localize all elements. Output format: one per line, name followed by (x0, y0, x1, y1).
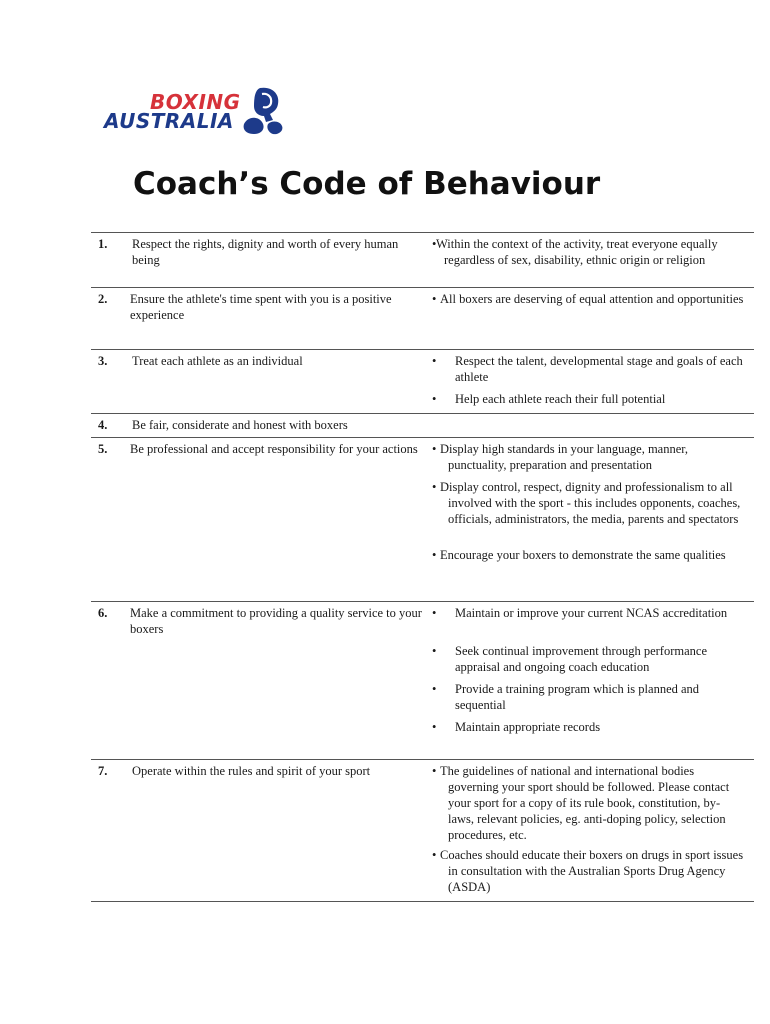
table-bottom-rule (91, 901, 754, 902)
row-number: 4. (98, 418, 108, 432)
bullet-text: Maintain appropriate records (455, 720, 601, 734)
bullet-dot: • (432, 392, 437, 406)
bullet-text: Coaches should educate their boxers on drugs in sport issues in consultation with the Australian Sports Drug Agency (ASDA) (440, 848, 744, 894)
principle-text: Make a commitment to providing a quality service to your boxers (130, 606, 422, 636)
bullet-text: Within the context of the activity, treat everyone equally regardless of sex, disability, ethnic origin or religion (436, 237, 718, 267)
principle-text: Be professional and accept responsibility for your actions (130, 442, 418, 456)
bullet-text: Display high standards in your language, manner, punctuality, preparation and presentation (440, 442, 689, 472)
bullet-dot: • (432, 548, 437, 562)
bullet-text: Seek continual improvement through performance appraisal and ongoing coach education (455, 644, 708, 674)
bullet-text: Respect the talent, developmental stage and goals of each athlete (455, 354, 743, 384)
principle-text: Ensure the athlete's time spent with you is a positive experience (130, 292, 392, 322)
bullet-dot: • (432, 682, 437, 696)
bullet-text: Display control, respect, dignity and professionalism to all involved with the sport - this includes opponents, coaches, officials, administrators, the media, parents and spectators (440, 480, 741, 526)
bullet-text: Help each athlete reach their full potential (455, 392, 666, 406)
bullet-dot: • (432, 292, 437, 306)
bullet-dot: • (432, 764, 437, 778)
bullet-text: Provide a training program which is planned and sequential (455, 682, 700, 712)
bullet-dot: • (432, 720, 437, 734)
page-title: Coach’s Code of Behaviour (133, 166, 601, 202)
principle-text: Be fair, considerate and honest with boxers (132, 418, 348, 432)
bullet-dot: • (432, 644, 437, 658)
bullet-dot: • (432, 848, 437, 862)
row-number: 3. (98, 354, 108, 368)
bullet-dot: • (432, 480, 437, 494)
logo-word-boxing: BOXING (150, 90, 241, 114)
row-divider (91, 232, 754, 233)
row-number: 6. (98, 606, 108, 620)
principle-text: Respect the rights, dignity and worth of every human being (132, 237, 399, 267)
row-divider (91, 413, 754, 414)
boxer-head-icon (240, 86, 286, 136)
bullet-text: Maintain or improve your current NCAS accreditation (455, 606, 728, 620)
logo-word-australia: AUSTRALIA (104, 109, 234, 133)
bullet-dot: • (432, 606, 437, 620)
bullet-dot: • (432, 354, 437, 368)
row-divider (91, 759, 754, 760)
bullet-text: Encourage your boxers to demonstrate the same qualities (440, 548, 726, 562)
bullet-dot: • (432, 237, 437, 251)
row-number: 2. (98, 292, 108, 306)
bullet-text: The guidelines of national and international bodies governing your sport should be followed. Please contact your sport for a copy of its rule book, constitution, by-laws, relevant policies, eg. anti-doping policy, selection procedures, etc. (440, 764, 730, 842)
principle-text: Operate within the rules and spirit of your sport (132, 764, 371, 778)
bullet-text: All boxers are deserving of equal attention and opportunities (440, 292, 744, 306)
row-number: 7. (98, 764, 108, 778)
boxing-australia-logo (104, 86, 284, 138)
row-divider (91, 349, 754, 350)
row-divider (91, 601, 754, 602)
row-divider (91, 437, 754, 438)
row-number: 5. (98, 442, 108, 456)
bullet-dot: • (432, 442, 437, 456)
row-divider (91, 287, 754, 288)
principle-text: Treat each athlete as an individual (132, 354, 303, 368)
row-number: 1. (98, 237, 108, 251)
